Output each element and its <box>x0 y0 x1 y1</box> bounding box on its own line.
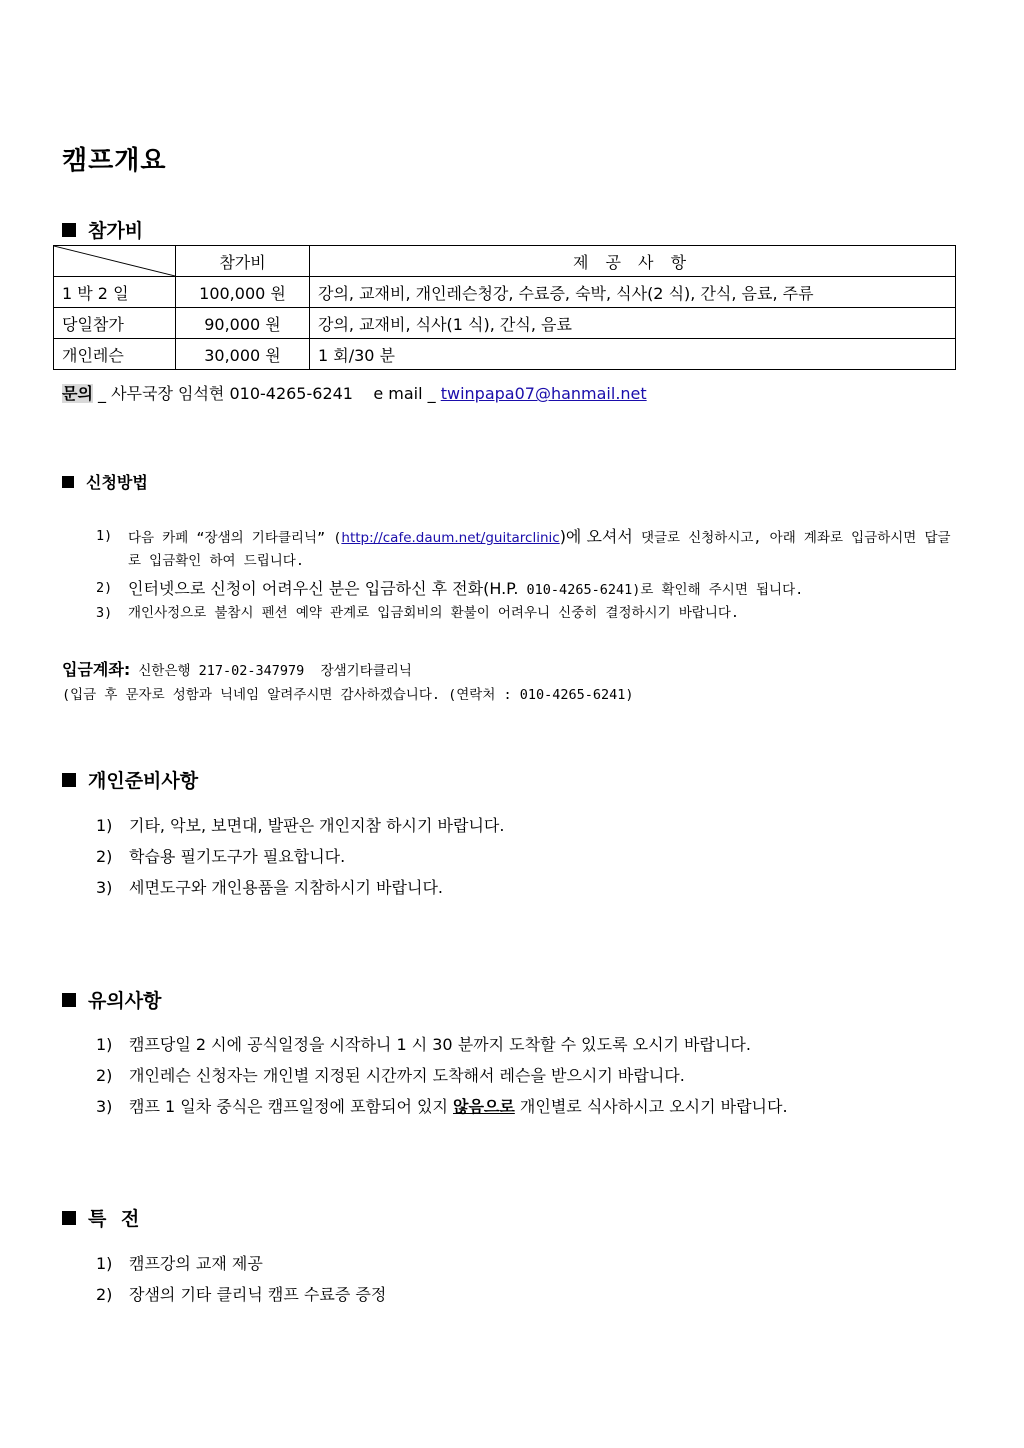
square-bullet-icon <box>62 1211 76 1225</box>
list-text: 학습용 필기도구가 필요합니다. <box>129 847 346 866</box>
square-bullet-icon <box>62 476 74 488</box>
list-number: 2) <box>96 1285 113 1304</box>
table-row <box>54 277 956 308</box>
page-title: 캠프개요 <box>62 146 167 176</box>
list-item <box>96 872 504 903</box>
notes-section-heading <box>62 986 161 1013</box>
application-list <box>96 525 956 625</box>
row-price: 100,000 원 <box>176 277 310 308</box>
list-text: 010-4265-6241)로 확인해 주시면 됩니다. <box>518 582 804 598</box>
contact-line <box>62 381 647 404</box>
list-text: 인터넷으로 신청이 어려우신 분은 입금하신 후 전화(H.P. <box>128 579 519 598</box>
list-item <box>96 1279 386 1310</box>
list-text: 기타, 악보, 보면대, 발판은 개인지참 하시기 바랍니다. <box>129 816 505 835</box>
fee-heading-label: 참가비 <box>88 220 144 242</box>
list-item <box>96 602 956 625</box>
list-text: 개인별로 식사하시고 오시기 바랍니다. <box>514 1097 788 1116</box>
list-number: 1) <box>96 816 113 835</box>
list-number: 2) <box>96 1066 113 1085</box>
application-heading-label: 신청방법 <box>86 473 148 492</box>
list-item <box>96 810 504 841</box>
list-text: 캠프 1 일차 중식은 캠프일정에 포함되어 있지 <box>129 1097 453 1116</box>
row-price: 90,000 원 <box>176 308 310 339</box>
benefits-heading-label: 특 전 <box>88 1208 144 1230</box>
fee-table-header-row <box>54 246 956 277</box>
table-row <box>54 339 956 370</box>
list-item <box>96 577 956 602</box>
prep-heading-label: 개인준비사항 <box>88 770 199 792</box>
diagonal-header-cell <box>54 246 176 277</box>
benefits-section-heading <box>62 1204 143 1231</box>
list-text: 캠프당일 2 시에 공식일정을 시작하니 1 시 30 분까지 도착할 수 있도록 오시기 바랍니다. <box>129 1035 751 1054</box>
list-text: 개인레슨 신청자는 개인별 지정된 시간까지 도착해서 레슨을 받으시기 바랍니다. <box>129 1066 685 1085</box>
row-type: 1 박 2 일 <box>54 277 176 308</box>
square-bullet-icon <box>62 773 76 787</box>
table-row <box>54 308 956 339</box>
list-text: 개인사정으로 불참시 펜션 예약 관계로 입금회비의 환불이 어려우니 신중히 결정하시기 바랍니다. <box>128 605 740 621</box>
email-link[interactable]: twinpapa07@hanmail.net <box>440 384 647 403</box>
list-text: 장샘의 기타 클리닉 캠프 수료증 증정 <box>129 1285 387 1304</box>
application-section-heading <box>62 470 148 493</box>
square-bullet-icon <box>62 993 76 1007</box>
prep-list <box>96 810 504 903</box>
list-item <box>96 1029 788 1060</box>
list-number: 1) <box>96 1254 113 1273</box>
list-item <box>96 525 956 573</box>
provided-col-header: 제 공 사 항 <box>310 246 956 277</box>
account-label: 입금계좌: <box>62 660 131 679</box>
list-text: )에 오셔서 <box>559 527 633 546</box>
list-number: 2) <box>96 580 113 596</box>
list-text: 캠프강의 교재 제공 <box>129 1254 263 1273</box>
list-text: 다음 카페 “장샘의 기타클리닉” ( <box>128 530 342 546</box>
list-number: 2) <box>96 847 113 866</box>
prep-section-heading <box>62 766 198 793</box>
notes-list <box>96 1029 788 1122</box>
contact-text: _ 사무국장 임석현 010-4265-6241 e mail _ <box>92 384 441 403</box>
cafe-link[interactable]: http://cafe.daum.net/guitarclinic <box>341 530 560 546</box>
account-value: 신한은행 217-02-347979 장샘기타클리닉 <box>130 663 412 679</box>
account-note: (입금 후 문자로 성함과 닉네임 알려주시면 감사하겠습니다. (연락처 : 010-4265-6241) <box>62 687 634 703</box>
row-price: 30,000 원 <box>176 339 310 370</box>
row-provided: 1 회/30 분 <box>310 339 956 370</box>
list-number: 3) <box>96 1097 113 1116</box>
row-provided: 강의, 교재비, 식사(1 식), 간식, 음료 <box>310 308 956 339</box>
list-number: 1) <box>96 1035 113 1054</box>
fee-col-header: 참가비 <box>176 246 310 277</box>
list-item <box>96 1248 386 1279</box>
fee-table <box>53 245 956 370</box>
list-number: 3) <box>96 878 113 897</box>
row-type: 개인레슨 <box>54 339 176 370</box>
list-number: 1) <box>96 528 113 544</box>
list-item <box>96 1060 788 1091</box>
square-bullet-icon <box>62 223 76 237</box>
account-block <box>62 658 634 707</box>
list-item <box>96 841 504 872</box>
benefits-list <box>96 1248 386 1310</box>
list-text: 세면도구와 개인용품을 지참하시기 바랍니다. <box>129 878 444 897</box>
list-item <box>96 1091 788 1122</box>
row-provided: 강의, 교재비, 개인레슨청강, 수료증, 숙박, 식사(2 식), 간식, 음료, 주류 <box>310 277 956 308</box>
notes-heading-label: 유의사항 <box>88 990 162 1012</box>
emphasis-text: 않음으로 <box>453 1097 515 1116</box>
row-type: 당일참가 <box>54 308 176 339</box>
list-number: 3) <box>96 605 113 621</box>
list-text: 댓글로 신청하시고, 아래 계좌로 입금하시면 답글로 입금확인 하여 드립니다. <box>128 530 951 569</box>
fee-section-heading <box>62 216 143 243</box>
contact-label: 문의 <box>62 384 93 403</box>
